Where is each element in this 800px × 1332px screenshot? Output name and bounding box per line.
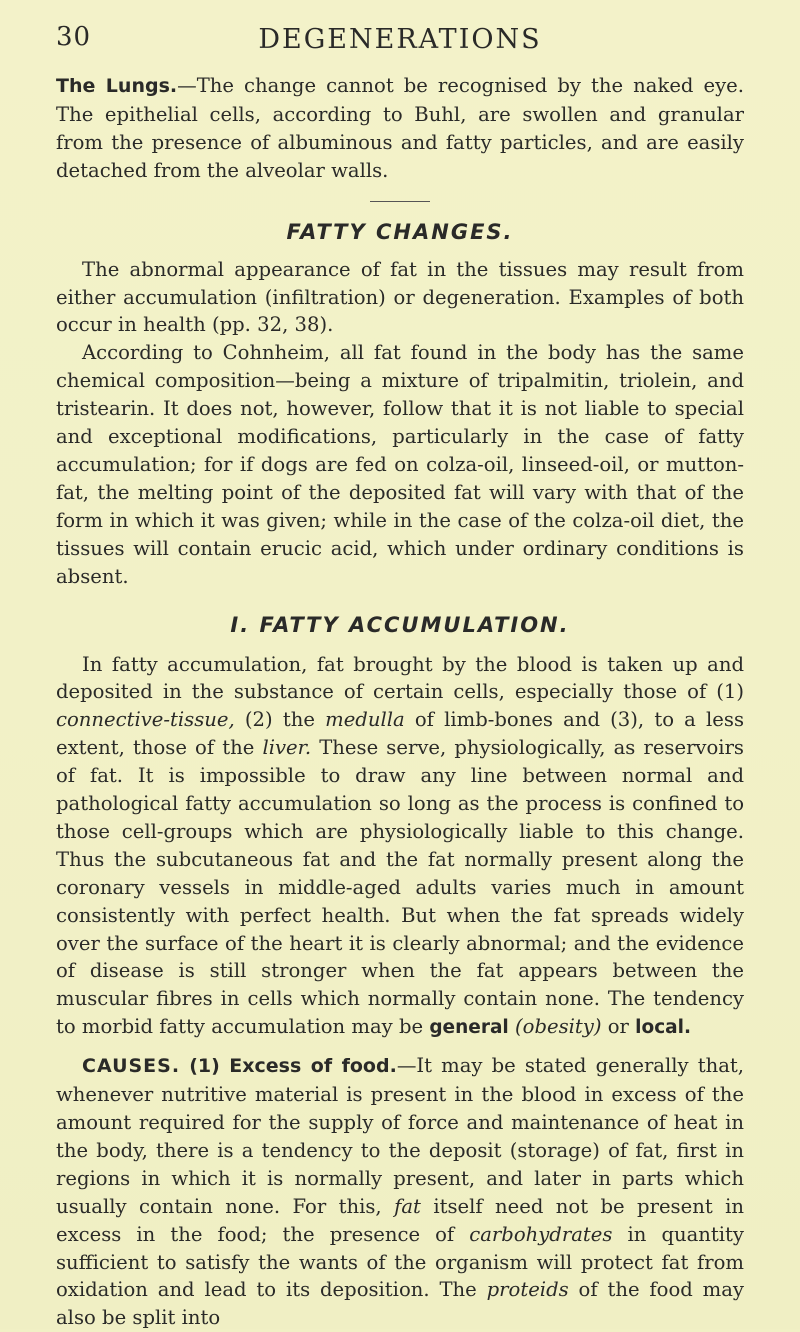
- causes-heading: CAUSES.: [82, 1055, 181, 1078]
- fatty-accumulation-title: I. FATTY ACCUMULATION.: [230, 612, 570, 637]
- accum-or: or: [607, 1015, 629, 1039]
- accum-text-b: (2) the: [244, 708, 315, 732]
- paragraph-gap: [56, 1042, 744, 1052]
- causes-paragraph: [56, 1052, 744, 1332]
- causes-text-a: —It may be stated generally that, whenever nutritive material is present in the blood in excess of the amount required for the supply of force and maintenance of heat in the body, there is a tendency to the deposit (storage) of fat, first in regions in which it is normally present, and later in parts which usually contain none. For this,: [56, 1054, 744, 1218]
- causes-text-c: in quantity sufficient to satisfy the wants of the organism will protect fat from oxidation and lead to its deposition. The: [56, 1222, 744, 1302]
- causes-em-carbohydrates: carbohydrates: [469, 1222, 613, 1246]
- accum-em-liver: liver.: [262, 736, 312, 760]
- accum-em-connective-tissue: connective-tissue,: [56, 708, 235, 732]
- fatty-accumulation-paragraph: [56, 651, 744, 1043]
- fatty-changes-para-2: According to Cohnheim, all fat found in the body has the same chemical composition—being a mixture of tripalmitin, triolein, and tristearin. It does not, however, follow that it is not liable to special and exceptional modifications, particularly in the case of fatty accumulation; for if dogs are fed on colza-oil, linseed-oil, or mutton-fat, the melting point of the deposited fat will vary with that of the form in which it was given; while in the case of the colza-oil diet, the tissues will contain erucic acid, which under ordinary conditions is absent.: [56, 341, 744, 588]
- causes-subheading: (1) Excess of food.: [189, 1055, 397, 1078]
- lungs-paragraph: [56, 72, 744, 185]
- section-divider: [370, 201, 430, 202]
- fatty-changes-title: FATTY CHANGES.: [286, 219, 514, 244]
- causes-text-d: of the food may also be split into: [56, 1278, 744, 1330]
- causes-em-proteids: proteids: [486, 1278, 569, 1302]
- lungs-heading: The Lungs.: [56, 75, 178, 97]
- causes-em-fat: fat: [394, 1194, 421, 1218]
- accum-text-a: In fatty accumulation, fat brought by the blood is taken up and deposited in the substance of certain cells, especially those of (1): [56, 652, 744, 704]
- running-head: [56, 0, 744, 60]
- accum-em-medulla: medulla: [325, 708, 405, 732]
- causes-text-b: itself need not be present in excess in the food; the presence of: [56, 1194, 744, 1246]
- running-title: DEGENERATIONS: [258, 24, 542, 55]
- lungs-text: —The change cannot be recognised by the naked eye. The epithelial cells, according to Buhl, are swollen and granular from the presence of albuminous and fatty particles, and are easily detached from the alveolar walls.: [56, 74, 744, 182]
- accum-general: general: [429, 1017, 509, 1039]
- accum-text-d: These serve, physiologically, as reservoirs of fat. It is impossible to draw any line between normal and pathological fatty accumulation so long as the process is confined to those cell-groups which are physiologically liable to this change. Thus the subcutaneous fat and the fat normally present along the coronary vessels in middle-aged adults varies much in amount consistently with perfect health. But when the fat spreads widely over the surface of the heart it is clearly abnormal; and the evidence of disease is still stronger when the fat appears between the muscular fibres in cells which normally contain none. The tendency to morbid fatty accumulation may be: [56, 736, 744, 1039]
- page-number: 30: [56, 22, 92, 52]
- accum-text-c: of limb-bones and (3), to a less extent, those of the: [56, 708, 745, 760]
- fatty-changes-para-1: The abnormal appearance of fat in the tissues may result from either accumulation (infiltration) or degeneration. Examples of both occur in health (pp. 32, 38).: [56, 257, 744, 337]
- accum-obesity: (obesity): [515, 1015, 602, 1039]
- accum-local: local.: [635, 1017, 692, 1039]
